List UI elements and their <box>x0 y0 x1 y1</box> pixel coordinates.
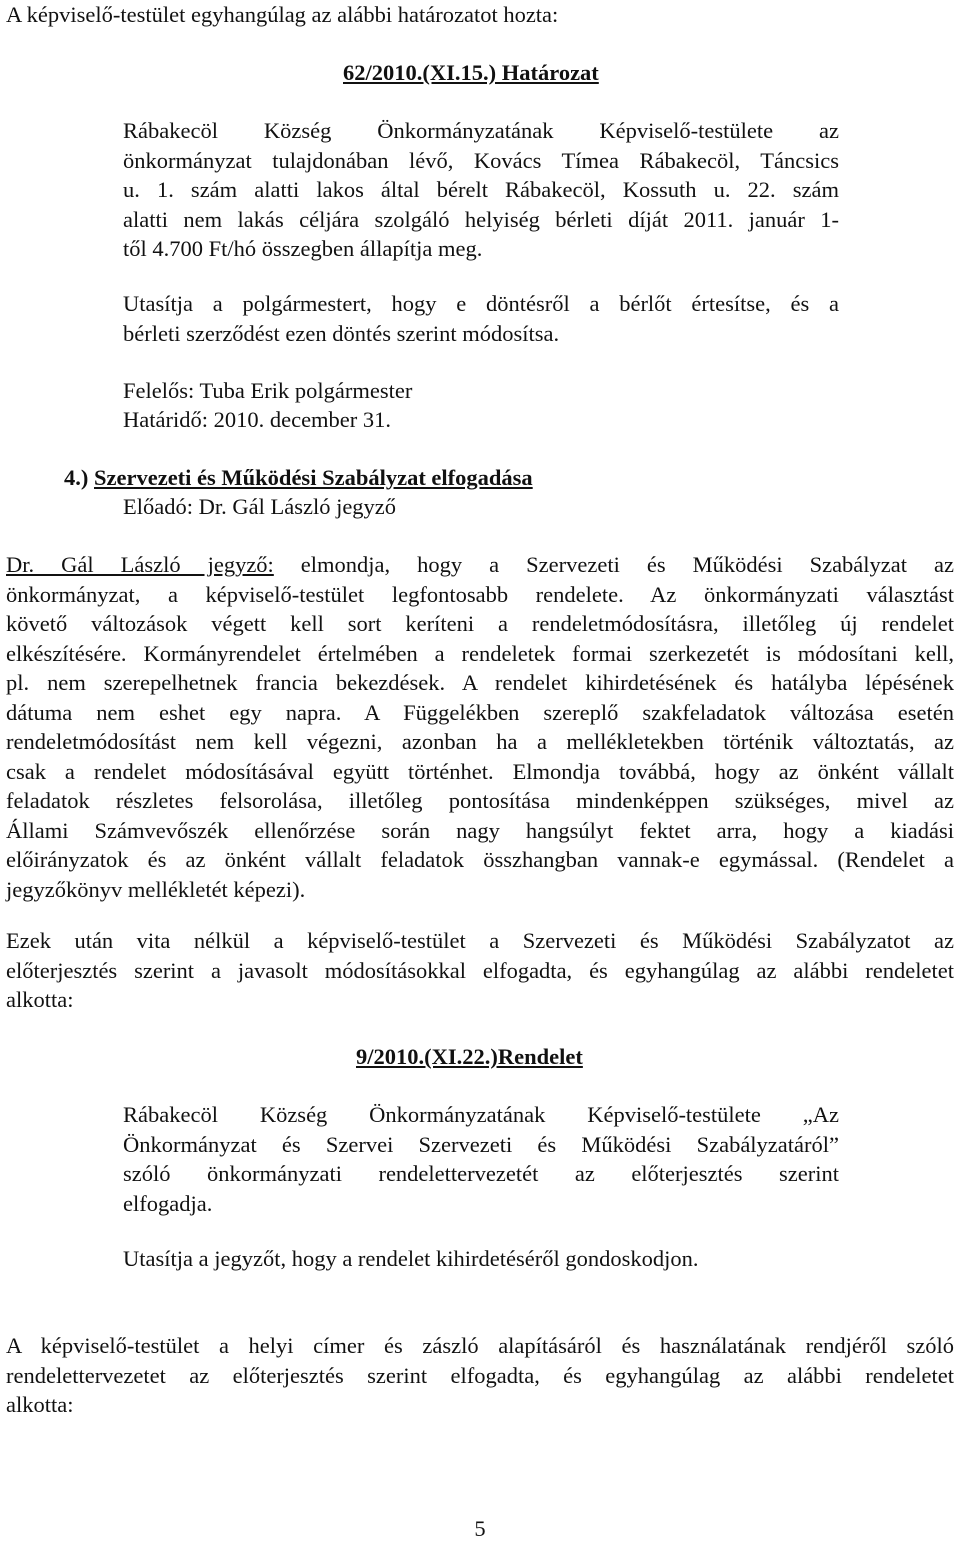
discussion-line: követő változások végett kell sort keríteni a rendeletmódosításra, illetőleg új rendelet <box>6 611 954 636</box>
vote-line: előterjesztés szerint a javasolt módosításokkal elfogadta, és egyhangúlag az alábbi rendeletet <box>6 957 954 983</box>
discussion-line: Állami Számvevőszék ellenőrzése során nagy hangsúlyt fektet arra, hogy a kiadási <box>6 817 954 843</box>
vote-statement <box>6 926 954 1015</box>
discussion-line: jegyzőkönyv mellékletét képezi). <box>6 876 306 902</box>
vote-line: alkotta: <box>6 987 74 1012</box>
deadline-line: Határidő: 2010. december 31. <box>123 407 392 432</box>
resolution-line: alatti nem lakás céljára szolgáló helyiség bérleti díját 2011. január 1- <box>123 206 839 232</box>
intro-line: A képviselő-testület egyhangúlag az alábbi határozatot hozta: <box>6 2 559 27</box>
resolution-instruction <box>123 289 839 348</box>
responsible-line: Felelős: Tuba Erik polgármester <box>123 378 413 403</box>
final-line: alkotta: <box>6 1392 74 1417</box>
discussion-line: előirányzatok és az önként vállalt feladatok összhangban vannak-e egymással. (Rendelet a <box>6 847 954 872</box>
decree-line: szóló önkormányzati rendelettervezetét az előterjesztés szerint <box>123 1161 839 1186</box>
agenda-item-number: 4.) <box>64 465 89 490</box>
final-line: A képviselő-testület a helyi címer és zászló alapításáról és használatának rendjéről szóló <box>6 1333 954 1358</box>
agenda-item-heading <box>64 463 533 493</box>
final-statement <box>6 1331 954 1420</box>
decree-body <box>123 1100 839 1218</box>
resolution-body <box>123 116 839 264</box>
agenda-item-title: Szervezeti és Működési Szabályzat elfogadása <box>94 465 533 490</box>
instruction-line: bérleti szerződést ezen döntés szerint módosítsa. <box>123 320 560 346</box>
speaker-name: Dr. Gál László jegyző: <box>6 552 274 577</box>
discussion-line: pl. nem szerepelhetnek francia bekezdések. A rendelet kihirdetésének és hatályba lépésének <box>6 670 954 695</box>
page-number: 5 <box>474 1516 486 1541</box>
agenda-presenter: Előadó: Dr. Gál László jegyző <box>123 494 397 519</box>
instruction-line: Utasítja a polgármestert, hogy e döntésről a bérlőt értesítse, és a <box>123 291 839 316</box>
final-line: rendelettervezetet az előterjesztés szerint elfogadta, és egyhangúlag az alábbi rendeletet <box>6 1362 954 1388</box>
decree-instruction: Utasítja a jegyzőt, hogy a rendelet kihirdetéséről gondoskodjon. <box>123 1246 699 1271</box>
discussion-paragraph <box>6 550 954 904</box>
resolution-line: Rábakecöl Község Önkormányzatának Képviselő-testülete az <box>123 118 839 143</box>
resolution-line: u. 1. szám alatti lakos által bérelt Rábakecöl, Kossuth u. 22. szám <box>123 177 839 202</box>
decree-line: Rábakecöl Község Önkormányzatának Képviselő-testülete „Az <box>123 1102 839 1127</box>
resolution-line: től 4.700 Ft/hó összegben állapítja meg. <box>123 236 483 261</box>
discussion-line: feladatok részletes felsorolása, illetőleg pontosítása mindenképpen szükséges, mivel az <box>6 788 954 813</box>
resolution-title: 62/2010.(XI.15.) Határozat <box>343 60 599 85</box>
discussion-line: rendeletmódosítást nem kell végezni, azonban ha a mellékletekben történik változtatás, az <box>6 729 954 754</box>
discussion-line: csak a rendelet módosításával együtt történhet. Elmondja továbbá, hogy az önként vállalt <box>6 758 954 784</box>
discussion-line: önkormányzat, a képviselő-testület legfontosabb rendelete. Az önkormányzati választást <box>6 581 954 607</box>
decree-line: Önkormányzat és Szervei Szervezeti és Működési Szabályzatáról” <box>123 1131 839 1157</box>
discussion-line: Dr. Gál László jegyző: elmondja, hogy a Szervezeti és Működési Szabályzat az <box>6 552 954 577</box>
discussion-line: dátuma nem eshet egy napra. A Függelékben szereplő szakfeladatok változása esetén <box>6 699 954 725</box>
discussion-line: elkészítésére. Kormányrendelet értelmében a rendeletek formai szerkezetét is módosítani kell, <box>6 640 954 666</box>
resolution-line: önkormányzat tulajdonában lévő, Kovács Tímea Rábakecöl, Táncsics <box>123 147 839 173</box>
vote-line: Ezek után vita nélkül a képviselő-testület a Szervezeti és Működési Szabályzatot az <box>6 928 954 953</box>
decree-line: elfogadja. <box>123 1190 213 1216</box>
decree-title: 9/2010.(XI.22.)Rendelet <box>356 1044 583 1069</box>
